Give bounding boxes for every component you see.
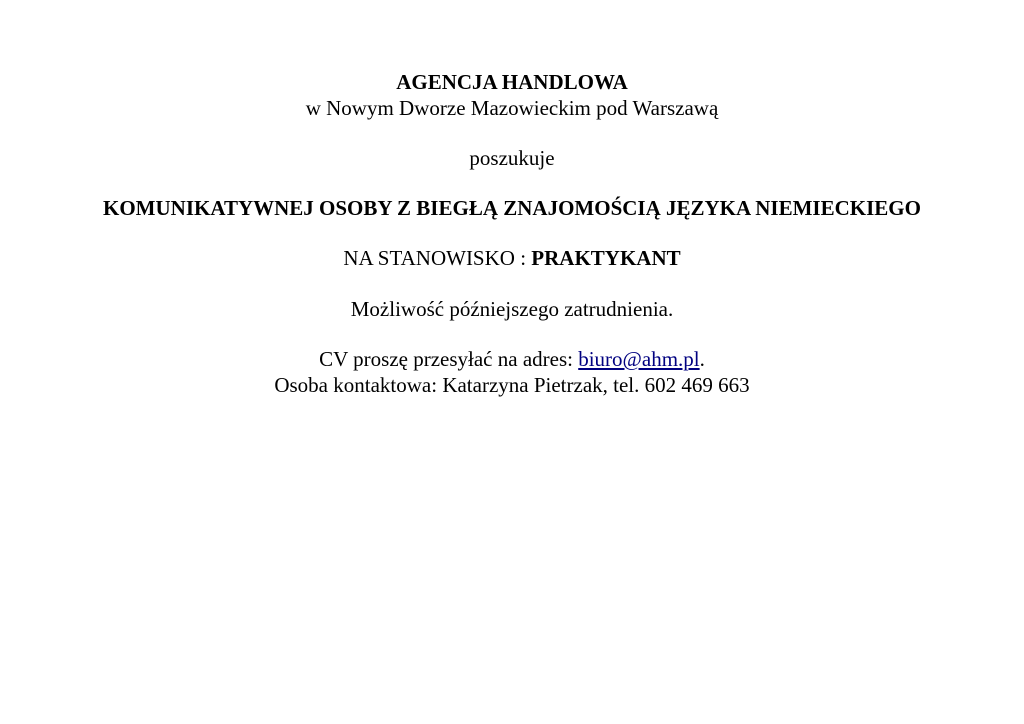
email-link[interactable]: biuro@ahm.pl [578, 347, 700, 371]
candidate-requirement: KOMUNIKATYWNEJ OSOBY Z BIEGŁĄ ZNAJOMOŚCIĄ JĘZYKA NIEMIECKIEGO [103, 196, 921, 220]
cv-line [0, 346, 1024, 372]
employment-note: Możliwość późniejszego zatrudnienia. [350, 297, 674, 321]
position-title: PRAKTYKANT [531, 246, 681, 270]
cv-prefix: CV proszę przesyłać na adres: [319, 347, 579, 371]
contact-line: Osoba kontaktowa: Katarzyna Pietrzak, tel. 602 469 663 [274, 373, 750, 397]
position-line [0, 245, 1024, 271]
position-label: NA STANOWISKO : [343, 246, 532, 270]
seeking-text: poszukuje [469, 146, 555, 170]
cv-suffix: . [699, 347, 705, 371]
company-location: w Nowym Dworze Mazowieckim pod Warszawą [305, 96, 719, 120]
company-name: AGENCJA HANDLOWA [396, 70, 628, 94]
